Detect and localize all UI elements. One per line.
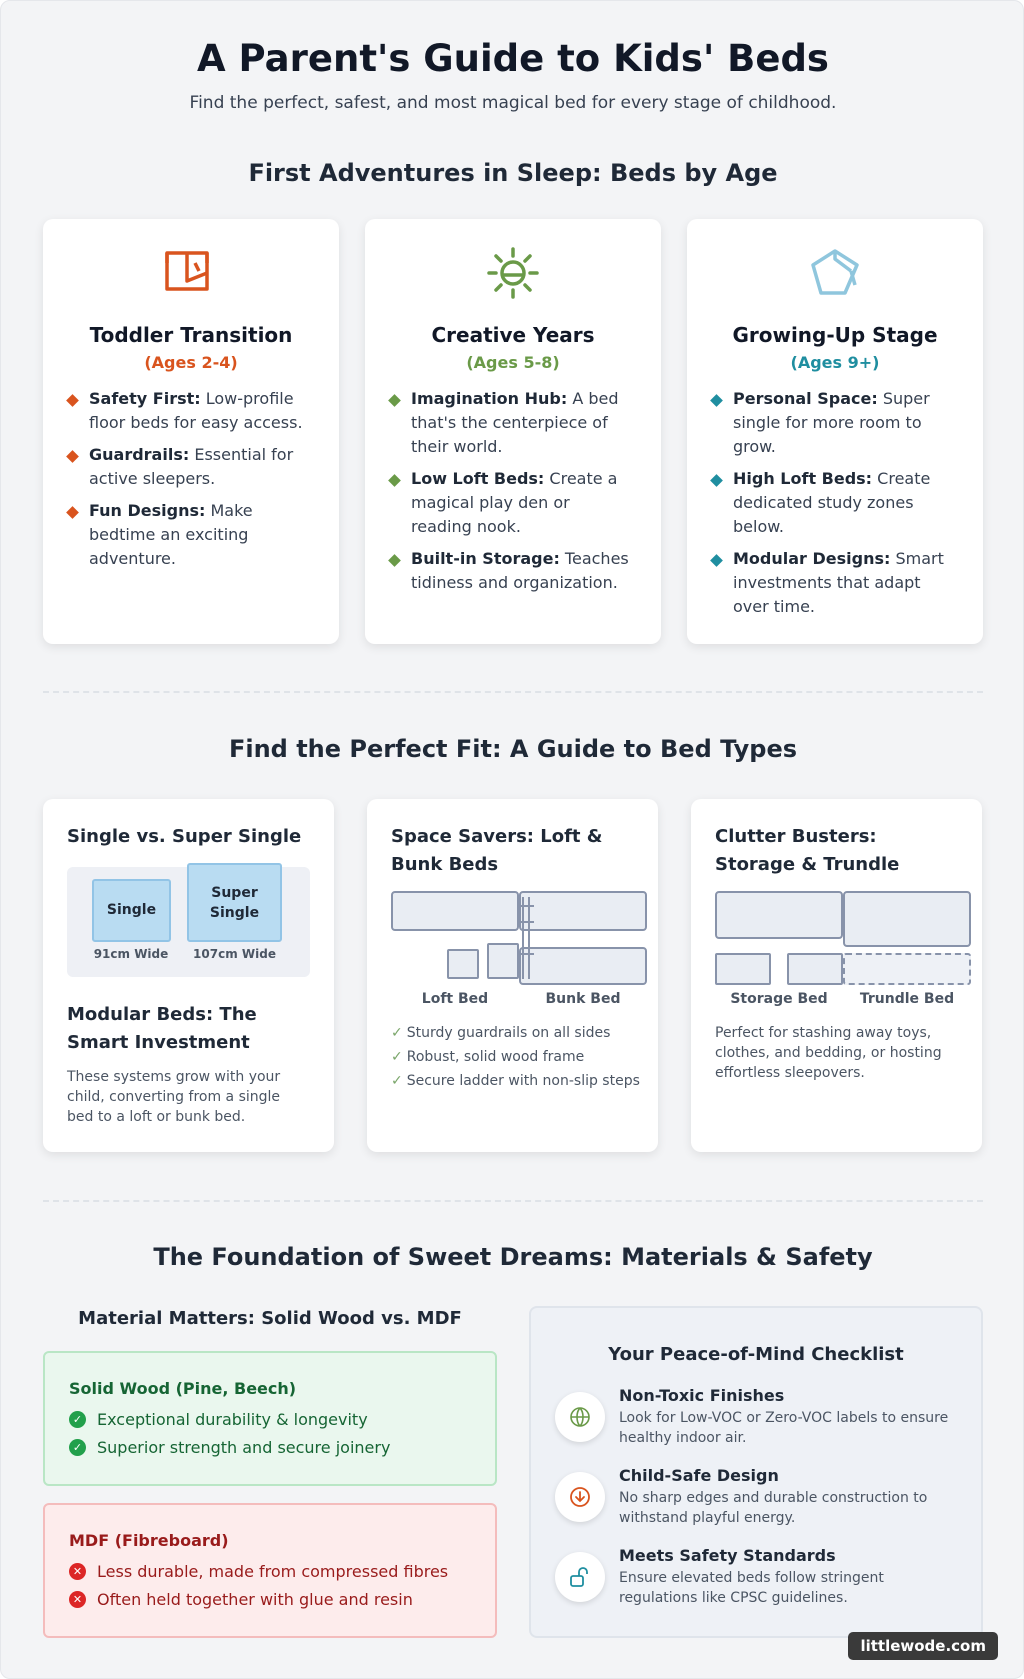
list-item: Built-in Storage: Teaches tidiness and organization. [387,547,633,595]
checklist-item-text: Ensure elevated beds follow stringent regulations like CPSC guidelines. [619,1570,884,1606]
diamond-bullet-icon [388,554,401,567]
single-bed-shape [92,879,171,942]
feature-list [65,387,311,579]
storage-drawer-shape [787,953,843,985]
bed-type-card-single [43,799,334,1152]
modular-text: These systems grow with your child, converting from a single bed to a loft or bunk bed. [67,1069,281,1125]
mdf-title: MDF (Fibreboard) [69,1531,229,1550]
check-circle-icon: ✓ [69,1439,86,1456]
check-icon: ✓ [391,1073,403,1089]
bunk-bed-top-shape [519,891,647,931]
diamond-bullet-icon [66,506,79,519]
checklist-item [555,1546,957,1622]
age-range: (Ages 2-4) [144,353,238,372]
age-card-toddler [43,219,339,644]
card-title: Single vs. Super Single [67,826,302,847]
unlock-icon [555,1552,605,1602]
diamond-bullet-icon [710,394,723,407]
checklist-item [555,1386,957,1462]
list-item: ✓ Sturdy guardrails on all sides [391,1025,611,1041]
section-title-types: Find the Perfect Fit: A Guide to Bed Types [228,735,798,763]
list-item: ✓ Exceptional durability & longevity [69,1409,479,1431]
super-width-label: 107cm Wide [193,947,276,961]
safety-checklist [391,1023,640,1095]
size-comparison [67,867,310,977]
age-range: (Ages 9+) [790,353,880,372]
safety-checklist-panel [529,1306,983,1638]
list-item: Modular Designs: Smart investments that adapt over time. [709,547,955,619]
age-card-title: Growing-Up Stage [732,323,938,347]
checklist-item-title: Non-Toxic Finishes [619,1386,785,1405]
clutter-text: Perfect for stashing away toys, clothes, and bedding, or hosting effortless sleepovers. [715,1025,942,1081]
diamond-bullet-icon [388,474,401,487]
checklist-item-text: No sharp edges and durable construction to withstand playful energy. [619,1490,928,1526]
globe-icon [555,1392,605,1442]
bunk-bed-bottom-shape [519,947,647,985]
super-single-bed-shape [187,863,282,942]
site-badge[interactable]: littlewode.com [848,1632,998,1660]
sun-icon [365,241,661,305]
loft-drawer-shape [487,943,519,979]
list-item: Safety First: Low-profile floor beds for easy access. [65,387,311,435]
section-divider [43,1200,983,1202]
list-item: ✓ Superior strength and secure joinery [69,1437,479,1459]
materials-heading: Material Matters: Solid Wood vs. MDF [78,1308,462,1329]
card-title: Space Savers: Loft & Bunk Beds [391,826,603,875]
checklist-item [555,1466,957,1542]
section-title-ages: First Adventures in Sleep: Beds by Age [248,159,778,187]
section-divider [43,691,983,693]
storage-bed-top-shape [715,891,843,939]
super-single-bed-label: Super Single [209,885,260,921]
list-item: Guardrails: Essential for active sleepers. [65,443,311,491]
age-card-title: Toddler Transition [89,323,293,347]
checklist-title: Your Peace-of-Mind Checklist [608,1344,904,1365]
age-card-creative [365,219,661,644]
loft-bunk-diagram [391,891,647,991]
trundle-bed-top-shape [843,891,971,947]
check-icon: ✓ [391,1025,403,1041]
single-bed-label: Single [106,902,157,918]
feature-list [387,387,633,603]
age-card-title: Creative Years [431,323,595,347]
card-title: Clutter Busters: Storage & Trundle [715,826,900,875]
list-item: Low Loft Beds: Create a magical play den or reading nook. [387,467,633,539]
list-item: Fun Designs: Make bedtime an exciting adventure. [65,499,311,571]
diamond-bullet-icon [66,394,79,407]
loft-bed-caption: Loft Bed [421,991,489,1007]
mdf-panel [43,1503,497,1638]
trundle-bed-caption: Trundle Bed [859,991,955,1007]
solid-wood-panel [43,1351,497,1486]
diamond-bullet-icon [388,394,401,407]
toddler-bed-icon [43,241,339,305]
modular-title: Modular Beds: The Smart Investment [67,1004,257,1053]
graduation-cap-icon [687,241,983,305]
page-title: A Parent's Guide to Kids' Beds [197,37,829,80]
storage-drawer-shape [715,953,771,985]
checklist-item-text: Look for Low-VOC or Zero-VOC labels to ensure healthy indoor air. [619,1410,949,1446]
download-circle-icon [555,1472,605,1522]
loft-bed-top-shape [391,891,519,931]
checklist-item-title: Meets Safety Standards [619,1546,836,1565]
x-circle-icon: ✕ [69,1591,86,1608]
list-item: ✓ Secure ladder with non-slip steps [391,1073,640,1089]
ladder-rung [520,905,534,907]
storage-trundle-diagram [715,891,971,991]
age-card-growing [687,219,983,644]
checklist-item-title: Child-Safe Design [619,1466,779,1485]
section-title-materials: The Foundation of Sweet Dreams: Materials & Safety [153,1243,873,1271]
check-icon: ✓ [391,1049,403,1065]
list-item: High Loft Beds: Create dedicated study zones below. [709,467,955,539]
list-item: ✓ Robust, solid wood frame [391,1049,585,1065]
bed-type-card-clutter-busters [691,799,982,1152]
diamond-bullet-icon [710,474,723,487]
list-item: Imagination Hub: A bed that's the centerpiece of their world. [387,387,633,459]
bed-type-card-space-savers [367,799,658,1152]
ladder-rung [520,921,534,923]
list-item: ✕ Often held together with glue and resin [69,1589,479,1611]
check-circle-icon: ✓ [69,1411,86,1428]
diamond-bullet-icon [66,450,79,463]
loft-desk-shape [447,949,479,979]
age-range: (Ages 5-8) [466,353,560,372]
solid-wood-title: Solid Wood (Pine, Beech) [69,1379,297,1398]
trundle-pullout-shape [843,953,971,985]
list-item: Personal Space: Super single for more room to grow. [709,387,955,459]
ladder-rung [520,953,534,955]
diamond-bullet-icon [710,554,723,567]
x-circle-icon: ✕ [69,1563,86,1580]
mdf-list [69,1561,479,1617]
page-subtitle: Find the perfect, safest, and most magical bed for every stage of childhood. [189,93,837,113]
solid-wood-list [69,1409,479,1465]
ladder-rail [528,897,530,979]
ladder-rail [522,897,524,979]
single-width-label: 91cm Wide [93,947,169,961]
feature-list [709,387,955,627]
storage-bed-caption: Storage Bed [730,991,828,1007]
bunk-bed-caption: Bunk Bed [545,991,621,1007]
list-item: ✕ Less durable, made from compressed fibres [69,1561,479,1583]
